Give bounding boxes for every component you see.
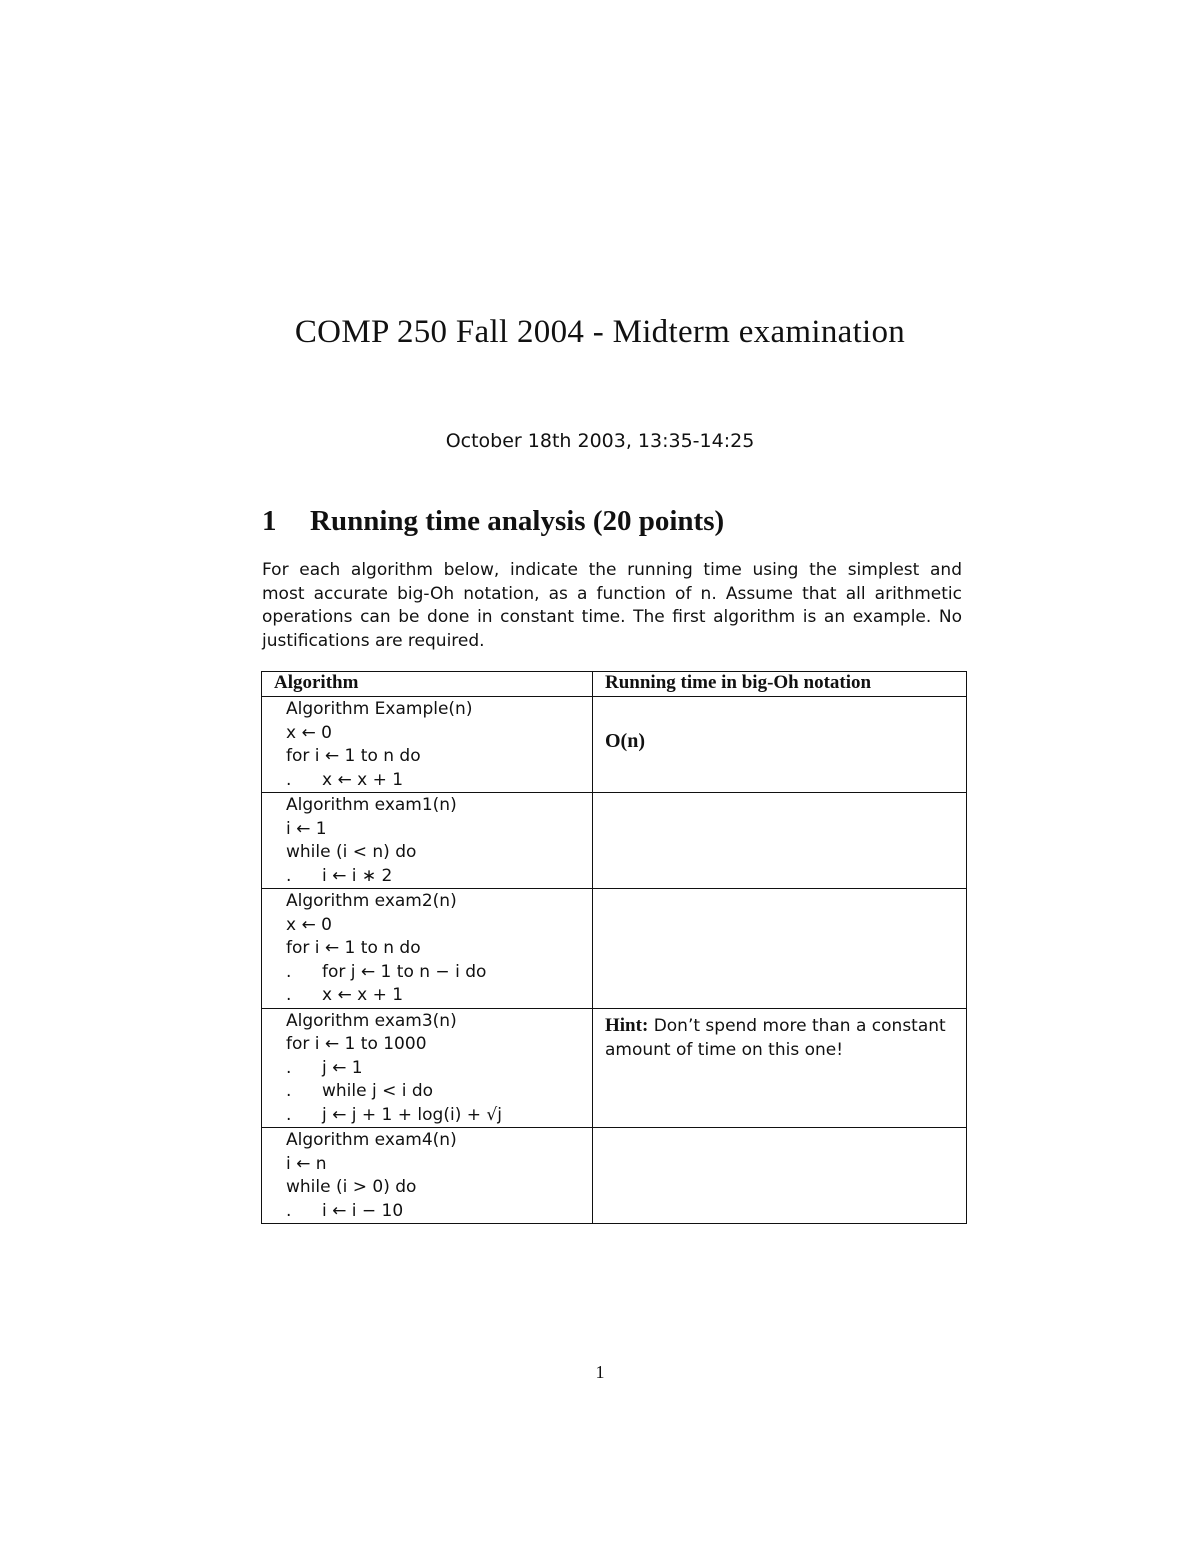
algorithm-name: Algorithm exam4(n) xyxy=(286,1130,457,1150)
code-line: . j ← j + 1 + log(i) + √j xyxy=(286,1104,502,1125)
hint-label: Hint: xyxy=(605,1014,649,1036)
header-algorithm: Algorithm xyxy=(262,672,593,697)
exam-title: COMP 250 Fall 2004 - Midterm examination xyxy=(294,314,906,350)
answer-cell[interactable] xyxy=(593,1128,967,1224)
answer-cell[interactable] xyxy=(593,1008,967,1128)
answer-cell[interactable] xyxy=(593,889,967,1009)
table-row xyxy=(262,1008,967,1128)
answer-text: O(n) xyxy=(605,730,645,752)
table-header-row xyxy=(262,672,967,697)
code-line: for i ← 1 to 1000 xyxy=(286,1034,427,1054)
algorithm-name: Algorithm exam1(n) xyxy=(286,795,457,815)
section-number: 1 xyxy=(262,505,277,537)
section-title: Running time analysis (20 points) xyxy=(310,505,725,537)
table-row xyxy=(262,697,967,793)
instructions xyxy=(262,559,962,653)
table-row xyxy=(262,889,967,1009)
algorithm-cell xyxy=(262,889,593,1009)
exam-date: October 18th 2003, 13:35-14:25 xyxy=(445,430,755,452)
table-row xyxy=(262,1128,967,1224)
code-line: for i ← 1 to n do xyxy=(286,746,421,766)
code-line: . i ← i ∗ 2 xyxy=(286,865,393,886)
hint-text xyxy=(605,1014,966,1062)
algorithm-table xyxy=(261,671,967,1224)
instructions-line: operations can be done in constant time. The first algorithm is an example. No xyxy=(262,607,962,627)
code-line: . j ← 1 xyxy=(286,1057,363,1078)
algorithm-cell xyxy=(262,1008,593,1128)
page-number: 1 xyxy=(595,1362,605,1382)
instructions-line: For each algorithm below, indicate the running time using the simplest and xyxy=(262,560,962,580)
answer-cell xyxy=(593,697,967,793)
instructions-line: justifications are required. xyxy=(262,630,485,651)
code-line: for i ← 1 to n do xyxy=(286,938,421,958)
algorithm-name: Algorithm exam3(n) xyxy=(286,1010,457,1031)
code-line: . x ← x + 1 xyxy=(286,769,404,790)
algorithm-name: Algorithm Example(n) xyxy=(286,699,473,719)
instructions-line: most accurate big-Oh notation, as a function of n. Assume that all arithmetic xyxy=(262,583,962,604)
algorithm-cell xyxy=(262,1128,593,1224)
code-line: . i ← i − 10 xyxy=(286,1200,404,1221)
code-line: . while j < i do xyxy=(286,1081,434,1101)
code-line: i ← 1 xyxy=(286,818,327,839)
code-line: i ← n xyxy=(286,1153,327,1174)
header-running-time: Running time in big-Oh notation xyxy=(593,672,967,697)
code-line: x ← 0 xyxy=(286,722,332,743)
code-line: . x ← x + 1 xyxy=(286,985,404,1005)
code-line: x ← 0 xyxy=(286,914,332,935)
code-line: while (i > 0) do xyxy=(286,1177,417,1197)
algorithm-name: Algorithm exam2(n) xyxy=(286,891,457,911)
algorithm-cell xyxy=(262,697,593,793)
answer-cell[interactable] xyxy=(593,793,967,889)
hint-body: Don’t spend more than a constant amount of time on this one! xyxy=(605,1015,946,1060)
code-line: while (i < n) do xyxy=(286,842,417,862)
section-heading xyxy=(262,505,962,538)
code-line: . for j ← 1 to n − i do xyxy=(286,961,487,982)
table-row xyxy=(262,793,967,889)
algorithm-cell xyxy=(262,793,593,889)
